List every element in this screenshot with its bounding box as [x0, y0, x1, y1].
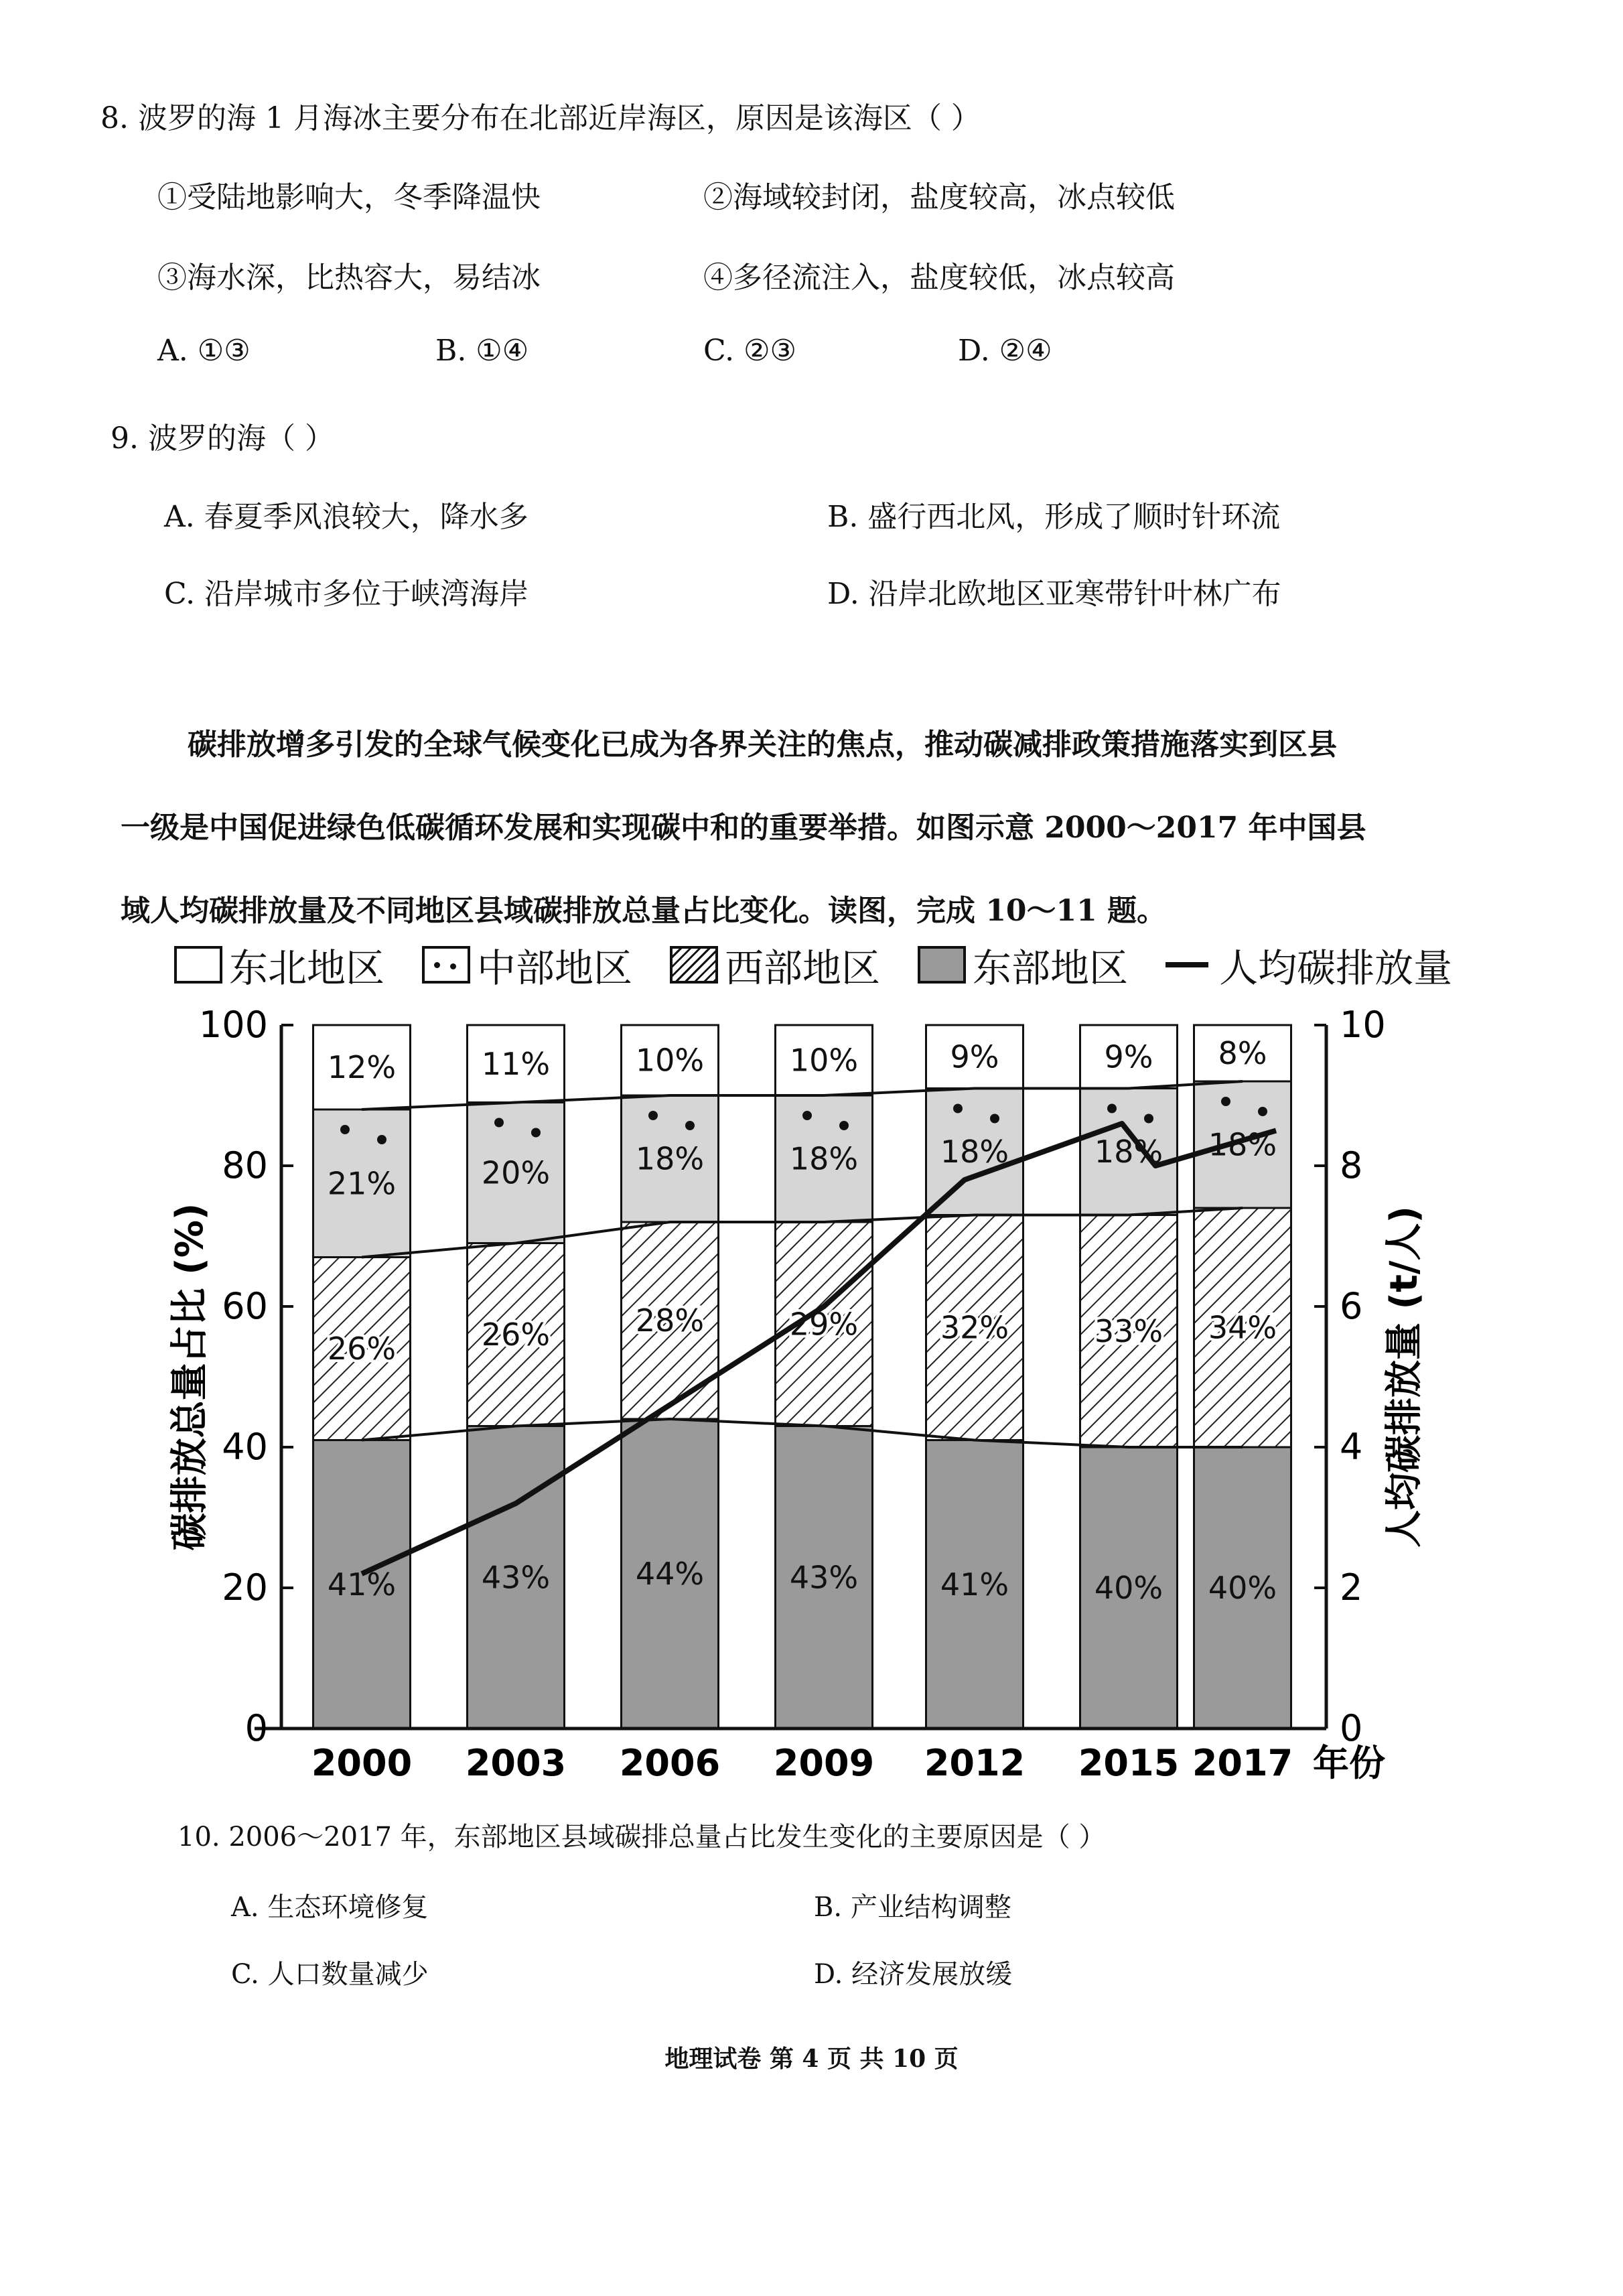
legend-item-east: [918, 937, 1128, 993]
legend-item-west: [670, 937, 880, 993]
q8-option-d[interactable]: D. ②④: [958, 334, 1052, 368]
right-tick-label-4: 4: [1340, 1426, 1363, 1468]
data-label-east-2009: 43%: [789, 1559, 859, 1596]
dot-mark: [648, 1111, 658, 1120]
right-tick-label-6: 6: [1340, 1285, 1363, 1327]
dot-mark: [839, 1121, 849, 1130]
legend-item-per-capita: [1166, 937, 1452, 993]
q8-option-a[interactable]: A. ①③: [157, 334, 251, 368]
q9-stem: 9. 波罗的海（ ）: [111, 421, 334, 456]
dot-mark: [377, 1135, 386, 1144]
data-label-central-2017: 18%: [1208, 1126, 1277, 1163]
q8-option-c[interactable]: C. ②③: [703, 334, 796, 368]
dot-mark: [1221, 1097, 1230, 1106]
data-label-west-2000: 26%: [327, 1331, 397, 1367]
data-label-central-2000: 21%: [327, 1165, 397, 1202]
q9-option-d[interactable]: D. 沿岸北欧地区亚寒带针叶林广布: [827, 577, 1281, 611]
q8-stem: 8. 波罗的海 1 月海冰主要分布在北部近岸海区，原因是该海区（ ）: [100, 101, 981, 135]
left-tick-label-40: 40: [222, 1426, 268, 1468]
x-tick-label-2000: 2000: [311, 1742, 413, 1784]
data-label-east-2012: 41%: [940, 1566, 1009, 1603]
dot-mark: [531, 1128, 541, 1138]
dot-mark: [953, 1104, 963, 1113]
data-label-northeast-2003: 11%: [481, 1045, 551, 1082]
dot-mark: [1258, 1107, 1267, 1116]
data-label-central-2003: 20%: [481, 1154, 551, 1191]
carbon-emission-chart: [161, 992, 1467, 1796]
data-label-west-2009: 29%: [789, 1306, 859, 1343]
passage-line-3: 域人均碳排放量及不同地区县域碳排放总量占比变化。读图，完成 10～11 题。: [121, 894, 1167, 928]
q8-item-4: ④多径流注入，盐度较低，冰点较高: [703, 261, 1175, 295]
legend-label-northeast: 东北地区: [229, 945, 385, 991]
data-label-west-2003: 26%: [481, 1316, 551, 1353]
data-label-central-2006: 18%: [635, 1140, 705, 1177]
legend-swatch-northeast: [174, 946, 222, 984]
left-tick-label-80: 80: [222, 1144, 268, 1187]
data-label-east-2017: 40%: [1208, 1570, 1277, 1606]
q8-item-3: ③海水深，比热容大，易结冰: [157, 261, 541, 295]
dot-mark: [990, 1114, 999, 1124]
data-label-central-2015: 18%: [1094, 1134, 1163, 1170]
passage: [121, 703, 1500, 953]
y-axis-label: 碳排放总量占比 (%): [168, 1203, 212, 1551]
dot-mark: [340, 1125, 350, 1134]
q8-option-b[interactable]: B. ①④: [435, 334, 529, 368]
q9-option-b[interactable]: B. 盛行西北风，形成了顺时针环流: [827, 500, 1281, 534]
data-label-northeast-2006: 10%: [635, 1042, 705, 1079]
legend-label-west: 西部地区: [725, 945, 881, 991]
dot-mark: [494, 1118, 504, 1128]
x-tick-label-2017: 2017: [1192, 1742, 1293, 1784]
right-tick-label-0: 0: [1340, 1707, 1363, 1749]
page-footer: 地理试卷 第 4 页 共 10 页: [664, 2045, 959, 2073]
left-tick-label-20: 20: [222, 1566, 268, 1609]
legend-label-central: 中部地区: [477, 945, 633, 991]
legend-label-per-capita: 人均碳排放量: [1219, 945, 1453, 991]
x-tick-label-2015: 2015: [1078, 1742, 1180, 1784]
q10-option-a[interactable]: A. 生态环境修复: [231, 1892, 429, 1923]
data-label-east-2003: 43%: [481, 1559, 551, 1596]
data-label-east-2006: 44%: [635, 1556, 705, 1592]
q10-option-b[interactable]: B. 产业结构调整: [814, 1892, 1011, 1923]
data-label-west-2012: 32%: [940, 1309, 1009, 1346]
left-tick-label-60: 60: [222, 1285, 268, 1327]
x-tick-label-2006: 2006: [619, 1742, 721, 1784]
q9-option-c[interactable]: C. 沿岸城市多位于峡湾海岸: [164, 577, 529, 611]
legend-line-icon: [1166, 962, 1208, 967]
passage-line-2: 一级是中国促进绿色低碳循环发展和实现碳中和的重要举措。如图示意 2000～2017 年中国县: [121, 811, 1366, 845]
legend-item-northeast: [174, 937, 384, 993]
dot-mark: [1144, 1114, 1153, 1124]
data-label-west-2017: 34%: [1208, 1309, 1277, 1346]
data-label-west-2015: 33%: [1094, 1312, 1163, 1349]
legend-swatch-central: [422, 946, 470, 984]
data-label-northeast-2009: 10%: [789, 1042, 859, 1079]
q10-option-c[interactable]: C. 人口数量减少: [231, 1959, 429, 1990]
right-tick-label-8: 8: [1340, 1144, 1363, 1187]
data-label-east-2000: 41%: [327, 1566, 397, 1603]
q8-item-2: ②海域较封闭，盐度较高，冰点较低: [703, 180, 1175, 214]
data-label-central-2012: 18%: [940, 1134, 1009, 1170]
q10-option-d[interactable]: D. 经济发展放缓: [814, 1959, 1013, 1990]
data-label-northeast-2015: 9%: [1104, 1038, 1153, 1075]
passage-line-1: 碳排放增多引发的全球气候变化已成为各界关注的焦点，推动碳减排政策措施落实到区县: [188, 728, 1337, 762]
x-tick-label-2003: 2003: [465, 1742, 567, 1784]
data-label-central-2009: 18%: [789, 1140, 859, 1177]
x-tick-label-2009: 2009: [773, 1742, 875, 1784]
right-tick-label-10: 10: [1340, 1004, 1386, 1046]
data-label-west-2006: 28%: [635, 1302, 705, 1339]
left-tick-label-100: 100: [198, 1004, 268, 1046]
legend-item-central: [422, 937, 632, 993]
data-label-northeast-2017: 8%: [1218, 1035, 1267, 1071]
data-label-east-2015: 40%: [1094, 1570, 1163, 1606]
data-label-northeast-2000: 12%: [327, 1049, 397, 1085]
x-axis-label: 年份: [1313, 1742, 1385, 1784]
legend-label-east: 东部地区: [973, 945, 1129, 991]
legend-swatch-west: [670, 946, 718, 984]
dot-mark: [1107, 1104, 1117, 1113]
legend-swatch-east: [918, 946, 966, 984]
dot-mark: [685, 1121, 695, 1130]
chart-legend: [174, 935, 1490, 995]
data-label-northeast-2012: 9%: [950, 1038, 999, 1075]
q10-stem: 10. 2006～2017 年，东部地区县域碳排总量占比发生变化的主要原因是（ ）: [178, 1822, 1106, 1852]
q9-option-a[interactable]: A. 春夏季风浪较大，降水多: [164, 500, 528, 534]
right-tick-label-2: 2: [1340, 1566, 1363, 1609]
y2-axis-label: 人均碳排放量 (t/人): [1383, 1206, 1426, 1548]
q8-item-1: ①受陆地影响大，冬季降温快: [157, 180, 541, 214]
left-tick-label-0: 0: [244, 1707, 268, 1749]
dot-mark: [802, 1111, 812, 1120]
x-tick-label-2012: 2012: [924, 1742, 1026, 1784]
